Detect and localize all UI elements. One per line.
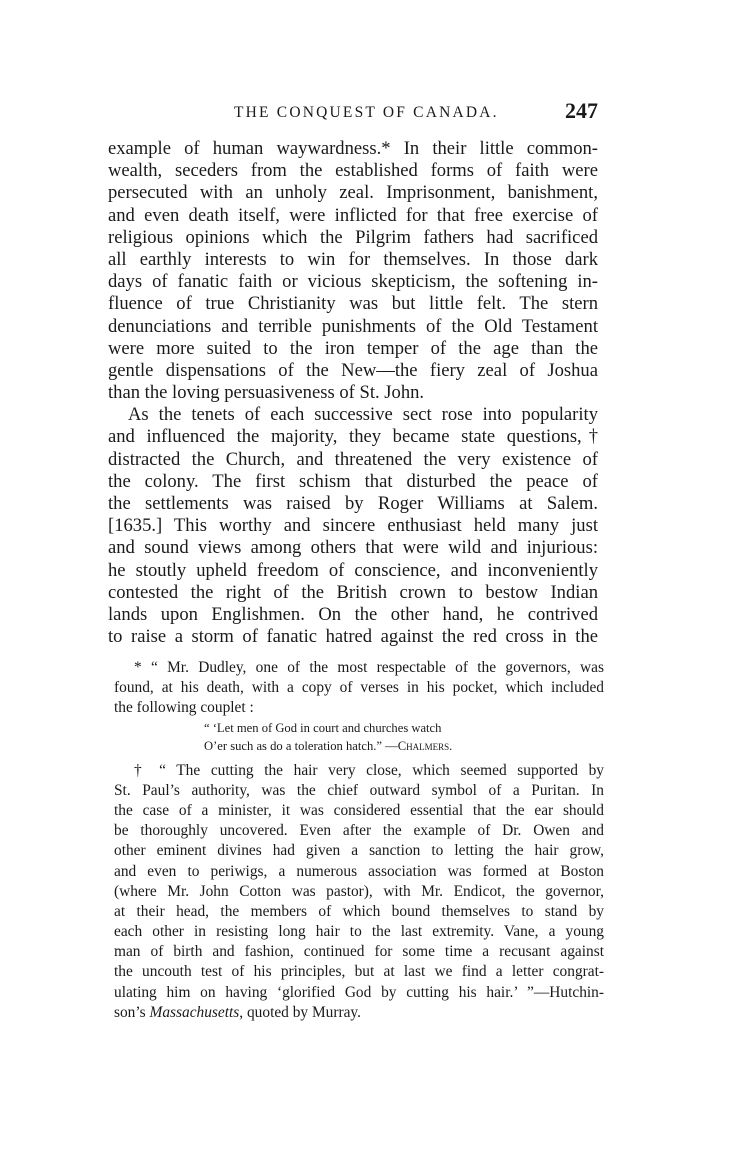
- footnote-text: son’s: [114, 1003, 150, 1021]
- verse-line: [114, 737, 604, 755]
- body-line: wealth, seceders from the established forms of faith were: [108, 160, 598, 182]
- body-line: example of human waywardness.* In their little common-: [108, 138, 598, 159]
- body-line: gentle dispensations of the New—the fiery zeal of Joshua: [108, 359, 598, 381]
- footnote-line: the case of a minister, it was considered essential that the ear should: [114, 801, 604, 819]
- body-line: the colony. The first schism that disturbed the peace of: [108, 470, 598, 492]
- footnotes: [114, 658, 604, 1023]
- footnote-line: the following couplet :: [114, 699, 254, 717]
- footnote-line: at their head, the members of which bound themselves to stand by: [114, 902, 604, 920]
- body-line: [1635.] This worthy and sincere enthusiast held many just: [108, 515, 598, 537]
- body-line: all earthly interests to win for themselves. In those dark: [108, 248, 598, 270]
- body-line: persecuted with an unholy zeal. Imprisonment, banishment,: [108, 182, 598, 204]
- body-line: to raise a storm of fanatic hatred against the red cross in the: [108, 626, 598, 648]
- body-line: distracted the Church, and threatened the very existence of: [108, 448, 598, 470]
- body-line: the settlements was raised by Roger Williams at Salem.: [108, 493, 598, 514]
- page-number: 247: [565, 98, 598, 123]
- footnote-line: be thoroughly uncovered. Even after the example of Dr. Owen and: [114, 822, 604, 840]
- footnote-line: the uncouth test of his principles, but at last we find a letter congrat-: [114, 963, 604, 981]
- body-line: denunciations and terrible punishments of the Old Testament: [108, 315, 598, 337]
- footnote-asterisk: [114, 658, 604, 755]
- body-line: religious opinions which the Pilgrim fathers had sacrificed: [108, 226, 598, 248]
- footnote-line: and even to periwigs, a numerous association was formed at Boston: [114, 862, 604, 880]
- page-header: [108, 98, 598, 126]
- footnote-line: ulating him on having ‘glorified God by cutting his hair.’ ”—Hutchin-: [114, 983, 604, 1001]
- verse-attribution: Chalmers.: [397, 738, 453, 753]
- verse-line: “ ‘Let men of God in court and churches watch: [204, 720, 442, 735]
- body-line: and even death itself, were inflicted for that free exercise of: [108, 204, 598, 226]
- footnote-line: * “ Mr. Dudley, one of the most respectable of the governors, was: [134, 659, 604, 676]
- body-line: and sound views among others that were wild and injurious:: [108, 537, 598, 559]
- book-title: Massachusetts: [149, 1003, 240, 1021]
- body-line: and influenced the majority, they became state questions,†: [108, 426, 598, 448]
- body-line: than the loving persuasiveness of St. John.: [108, 382, 425, 404]
- footnote-line: each other in resisting long hair to the last extremity. Vane, a young: [114, 923, 604, 941]
- footnote-text: , quoted by Murray.: [239, 1003, 361, 1021]
- body-line: he stoutly upheld freedom of conscience, and inconveniently: [108, 559, 598, 581]
- body-line: fluence of true Christianity was but little felt. The stern: [108, 293, 598, 315]
- footnote-line: man of birth and fashion, continued for some time a recusant against: [114, 943, 604, 961]
- body-line: As the tenets of each successive sect rose into popularity: [128, 404, 598, 426]
- footnote-line: [114, 1003, 604, 1023]
- body-line: were more suited to the iron temper of the age than the: [108, 337, 598, 359]
- body-line: lands upon Englishmen. On the other hand, he contrived: [108, 603, 598, 625]
- verse-text: O’er such as do a toleration hatch.” —: [204, 738, 398, 753]
- body-text: [108, 138, 598, 648]
- body-line: contested the right of the British crown to bestow Indian: [108, 581, 598, 603]
- footnote-line: (where Mr. John Cotton was pastor), with Mr. Endicot, the governor,: [114, 882, 604, 900]
- footnote-line: other eminent divines had given a sanction to letting the hair grow,: [114, 842, 604, 860]
- footnote-dagger: [114, 761, 604, 1023]
- footnote-line: St. Paul’s authority, was the chief outward symbol of a Puritan. In: [114, 781, 604, 799]
- footnote-line: found, at his death, with a copy of verses in his pocket, which included: [114, 679, 604, 697]
- footnote-line: † “ The cutting the hair very close, which seemed supported by: [134, 761, 604, 779]
- body-line: days of fanatic faith or vicious skepticism, the softening in-: [108, 271, 598, 293]
- running-title: THE CONQUEST OF CANADA.: [234, 104, 499, 121]
